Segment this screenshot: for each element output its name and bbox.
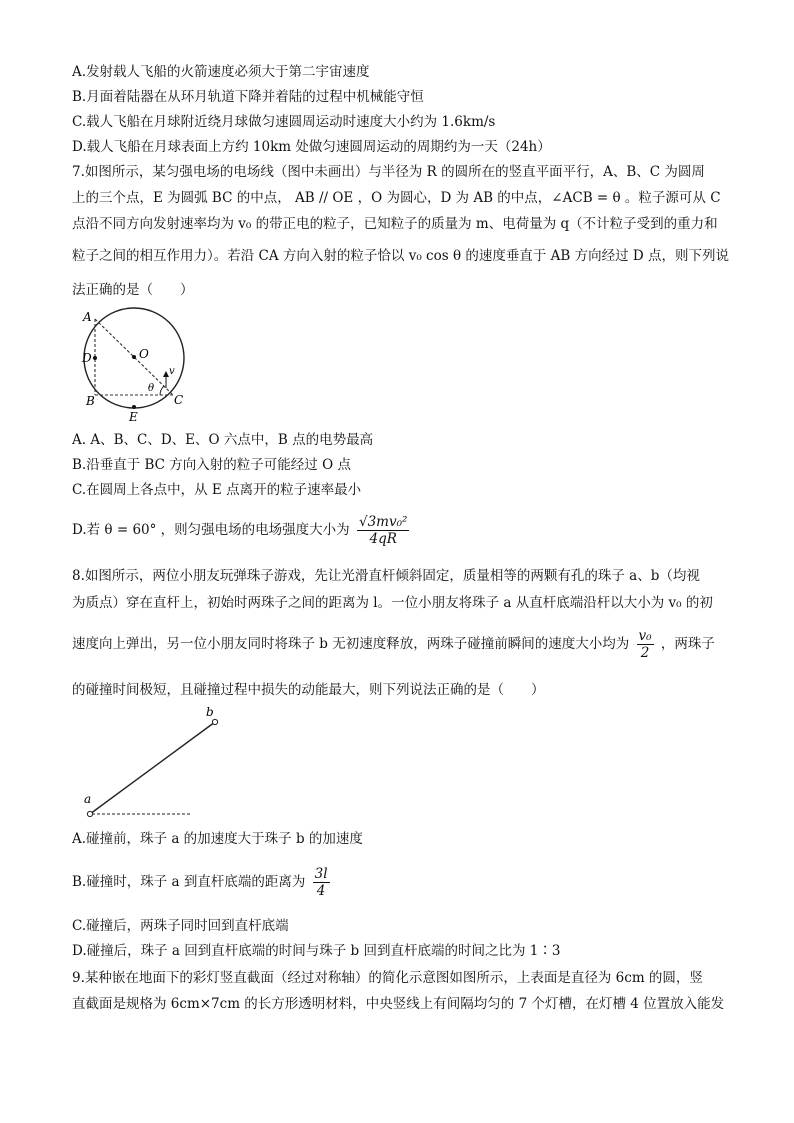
q7-option-c: C.在圆周上各点中，从 E 点离开的粒子速率最小 <box>72 482 362 498</box>
q8-stem-line-4: 的碰撞时间极短，且碰撞过程中损失的动能最大，则下列说法正确的是（ ） <box>72 682 545 698</box>
q8-option-b <box>72 864 333 900</box>
label-b: b <box>206 705 214 719</box>
label-o: O <box>139 347 149 361</box>
q7-stem-line-5: 法正确的是（ ） <box>72 282 194 298</box>
q8-option-a: A.碰撞前，珠子 a 的加速度大于珠子 b 的加速度 <box>72 831 363 847</box>
q6-option-b: B.月面着陆器在从环月轨道下降并着陆的过程中机械能守恒 <box>72 89 424 105</box>
fraction-denominator: 4 <box>316 883 326 899</box>
label-e: E <box>129 410 138 423</box>
q8-stem-line-1: 8.如图所示，两位小朋友玩弹珠子游戏，先让光滑直杆倾斜固定，质量相等的两颗有孔的珠子 a、b（均视 <box>72 568 700 584</box>
q7-option-b: B.沿垂直于 BC 方向入射的粒子可能经过 O 点 <box>72 457 351 473</box>
q7-stem-line-3: 点沿不同方向发射速率均为 v₀ 的带正电的粒子，已知粒子的质量为 m、电荷量为 q（不计粒子受到的重力和 <box>72 216 718 232</box>
point-d <box>93 356 97 360</box>
q8-option-c: C.碰撞后，两珠子同时回到直杆底端 <box>72 918 289 934</box>
label-b: B <box>86 394 95 408</box>
q8-stem-line-2: 为质点）穿在直杆上，初始时两珠子之间的距离为 l。一位小朋友将珠子 a 从直杆底端沿杆以大小为 v₀ 的初 <box>72 595 713 611</box>
point-o <box>132 355 136 359</box>
fraction-denominator: 2 <box>640 645 650 661</box>
q7-option-d <box>72 512 412 548</box>
fraction-numerator: √3mv₀² <box>358 514 408 530</box>
inclined-rod <box>90 722 215 814</box>
label-d: D <box>82 351 92 365</box>
q8-option-b-text: B.碰撞时，珠子 a 到直杆底端的距离为 <box>72 874 306 890</box>
q7-stem-line-4: 粒子之间的相互作用力）。若沿 CA 方向入射的粒子恰以 v₀ cos θ 的速度垂直于 AB 方向经过 D 点，则下列说 <box>72 248 730 264</box>
theta-arc <box>160 386 164 395</box>
label-theta: θ <box>148 383 155 394</box>
q9-stem-line-2: 直截面是规格为 6cm×7cm 的长方形透明材料，中央竖线上有间隔均匀的 7 个灯槽，在灯槽 4 位置放入能发 <box>72 996 725 1012</box>
q8-rod-figure <box>80 704 230 824</box>
point-e <box>132 405 136 409</box>
q7-stem-line-2: 上的三个点，E 为圆弧 BC 的中点， AB // OE ，O 为圆心，D 为 AB 的中点，∠ACB = θ 。粒子源可从 C <box>72 190 721 206</box>
q8-line-3-suffix: ，两珠子 <box>660 636 715 652</box>
q8-line-3-fraction <box>637 628 654 661</box>
label-a: A <box>83 310 92 324</box>
q6-option-a: A.发射载人飞船的火箭速度必须大于第二宇宙速度 <box>72 64 370 80</box>
label-c: C <box>174 393 184 407</box>
fraction-numerator: v₀ <box>638 628 652 644</box>
q8-option-b-fraction <box>313 866 330 899</box>
q7-option-d-text: D.若 θ = 60° ，则匀强电场的电场强度大小为 <box>72 522 350 538</box>
fraction-numerator: 3l <box>314 866 328 882</box>
label-a: a <box>84 792 92 806</box>
label-v: v <box>169 366 175 377</box>
q6-option-d: D.载人飞船在月球表面上方约 10km 处做匀速圆周运动的周期约为一天（24h） <box>72 139 551 155</box>
q8-stem-line-3 <box>72 626 715 662</box>
q7-option-a: A. A、B、C、D、E、O 六点中，B 点的电势最高 <box>72 432 374 448</box>
q8-line-3-prefix: 速度向上弹出，另一位小朋友同时将珠子 b 无初速度释放，两珠子碰撞前瞬间的速度大小均为 <box>72 636 630 652</box>
bead-a <box>87 811 92 816</box>
fraction-denominator: 4qR <box>369 531 397 547</box>
bead-b <box>212 719 217 724</box>
q6-option-c: C.载人飞船在月球附近绕月球做匀速圆周运动时速度大小约为 1.6km/s <box>72 114 496 130</box>
q7-circle-figure <box>76 305 194 423</box>
q8-option-d: D.碰撞后，珠子 a 回到直杆底端的时间与珠子 b 回到直杆底端的时间之比为 1∶3 <box>72 943 561 959</box>
q9-stem-line-1: 9.某种嵌在地面下的彩灯竖直截面（经过对称轴）的简化示意图如图所示，上表面是直径为 6cm 的圆，竖 <box>72 970 703 986</box>
q7-stem-line-1: 7.如图所示，某匀强电场的电场线（图中未画出）与半径为 R 的圆所在的竖直平面平行，A、B、C 为圆周 <box>72 164 705 180</box>
q7-option-d-fraction <box>357 514 409 547</box>
